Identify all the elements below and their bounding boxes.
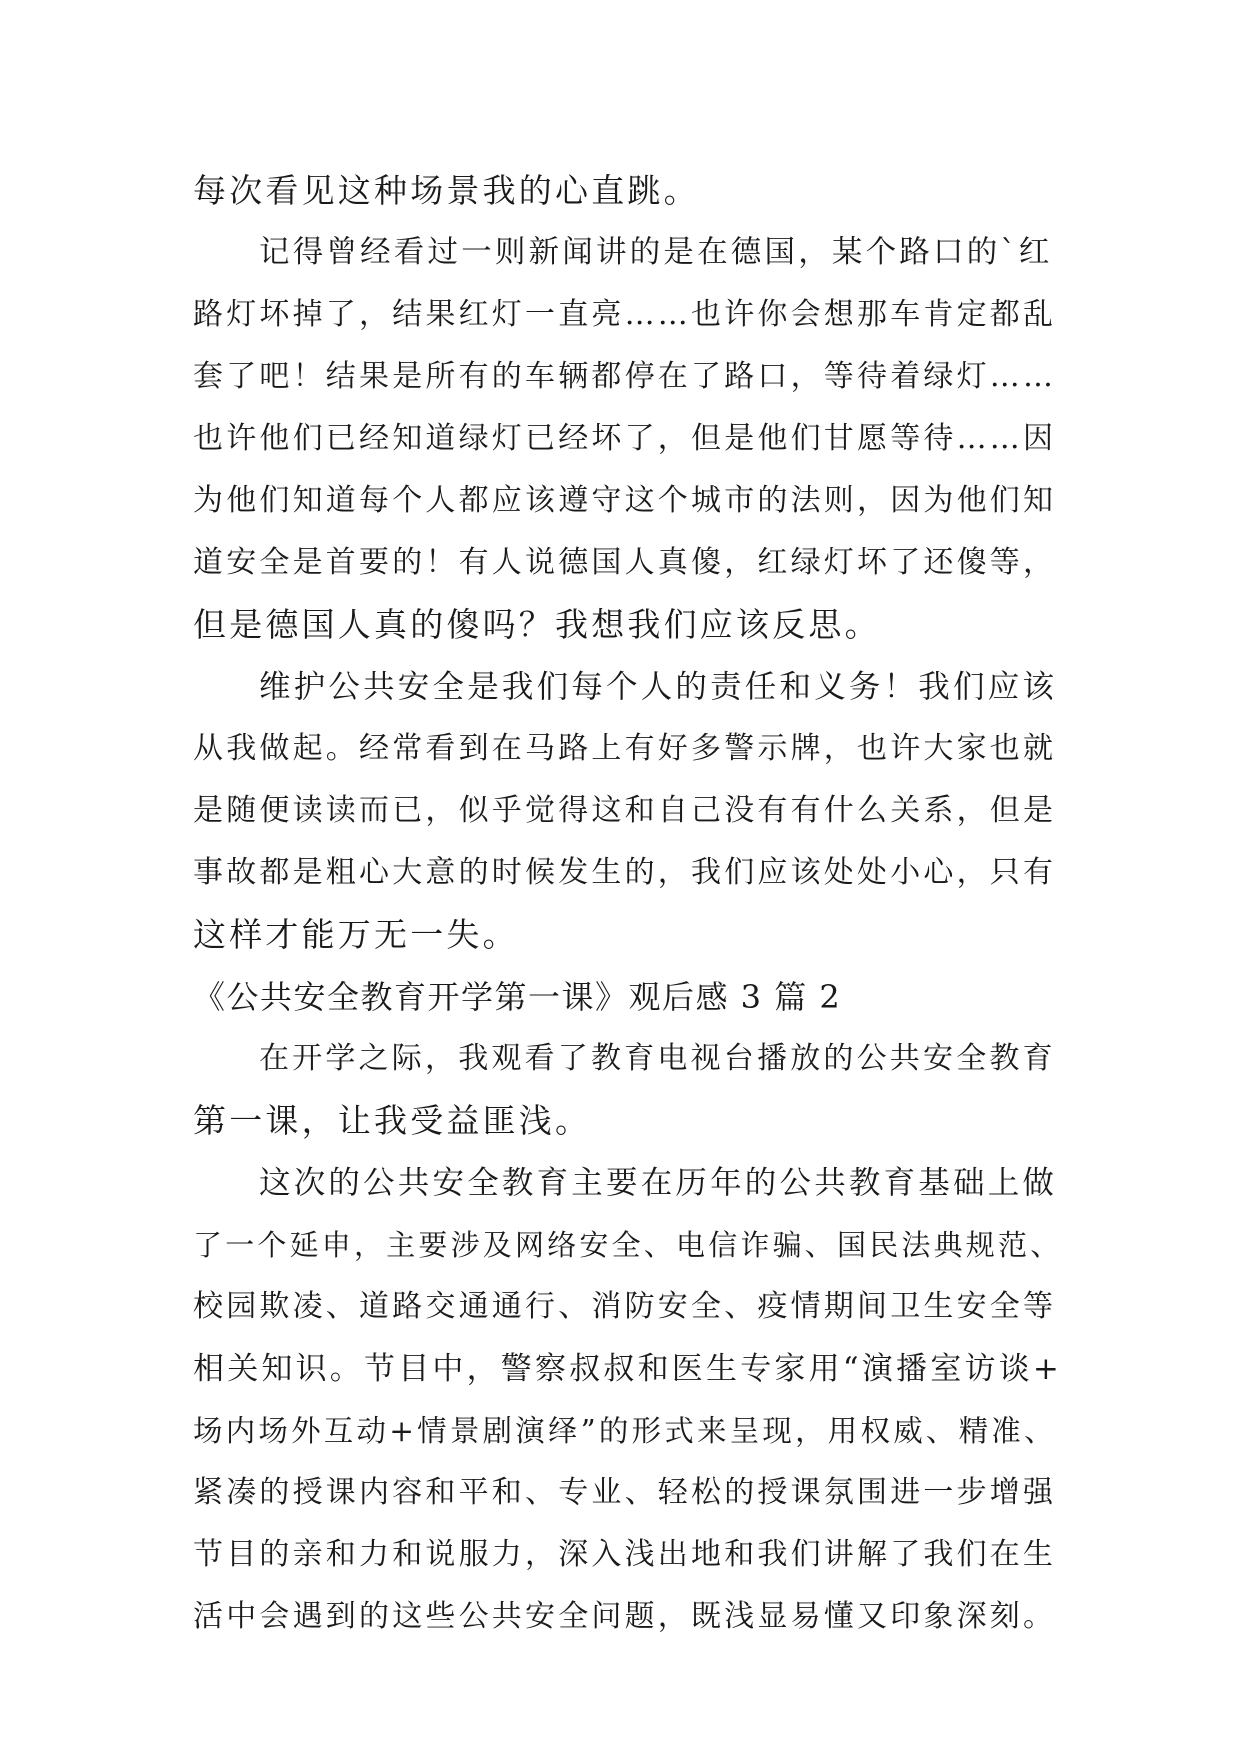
- paragraph-start-line: 这次的公共安全教育主要在历年的公共教育基础上做: [259, 1165, 1058, 1201]
- body-line: 为他们知道每个人都应该遵守这个城市的法则，因为他们知: [193, 483, 1057, 518]
- body-line: 事故都是粗心大意的时候发生的，我们应该处处小心，只有: [193, 855, 1057, 890]
- body-line: 校园欺凌、道路交通通行、消防安全、疫情期间卫生安全等: [193, 1289, 1057, 1324]
- body-line: 了一个延申，主要涉及网络安全、电信诈骗、国民法典规范、: [193, 1228, 1063, 1262]
- body-line: 每次看见这种场景我的心直跳。: [193, 171, 700, 210]
- paragraph-start-line: 在开学之际，我观看了教育电视台播放的公共安全教育: [259, 1041, 1056, 1076]
- body-line: 也许他们已经知道绿灯已经坏了，但是他们甘愿等待……因: [193, 421, 1057, 456]
- body-line: 第一课，让我受益匪浅。: [193, 1101, 592, 1140]
- body-line: 活中会遇到的这些公共安全问题，既浅显易懂又印象深刻。: [193, 1599, 1057, 1634]
- body-line: 路灯坏掉了，结果红灯一直亮……也许你会想那车肯定都乱: [193, 297, 1057, 332]
- section-heading: 《公共安全教育开学第一课》观后感 3 篇 2: [193, 978, 842, 1016]
- document-body: [193, 160, 1063, 1648]
- body-line: 场内场外互动+情景剧演绎”的形式来呈现，用权威、精准、: [193, 1414, 1057, 1448]
- body-line: 紧凑的授课内容和平和、专业、轻松的授课氛围进一步增强: [193, 1475, 1057, 1510]
- body-line: 从我做起。经常看到在马路上有好多警示牌，也许大家也就: [193, 731, 1057, 766]
- body-line: 节目的亲和力和说服力，深入浅出地和我们讲解了我们在生: [193, 1537, 1057, 1572]
- body-line: 是随便读读而已，似乎觉得这和自己没有有什么关系，但是: [193, 793, 1057, 828]
- paragraph-start-line: 记得曾经看过一则新闻讲的是在德国，某个路口的`红: [259, 235, 1053, 270]
- body-line: 套了吧！结果是所有的车辆都停在了路口，等待着绿灯……: [193, 359, 1057, 394]
- body-line: 道安全是首要的！有人说德国人真傻，红绿灯坏了还傻等，: [193, 545, 1057, 580]
- body-line: 相关知识。节目中，警察叔叔和医生专家用“演播室访谈+: [193, 1351, 1063, 1387]
- body-line: 这样才能万无一失。: [193, 915, 519, 954]
- paragraph-start-line: 维护公共安全是我们每个人的责任和义务！我们应该: [259, 669, 1058, 705]
- body-line: 但是德国人真的傻吗？我想我们应该反思。: [193, 605, 881, 644]
